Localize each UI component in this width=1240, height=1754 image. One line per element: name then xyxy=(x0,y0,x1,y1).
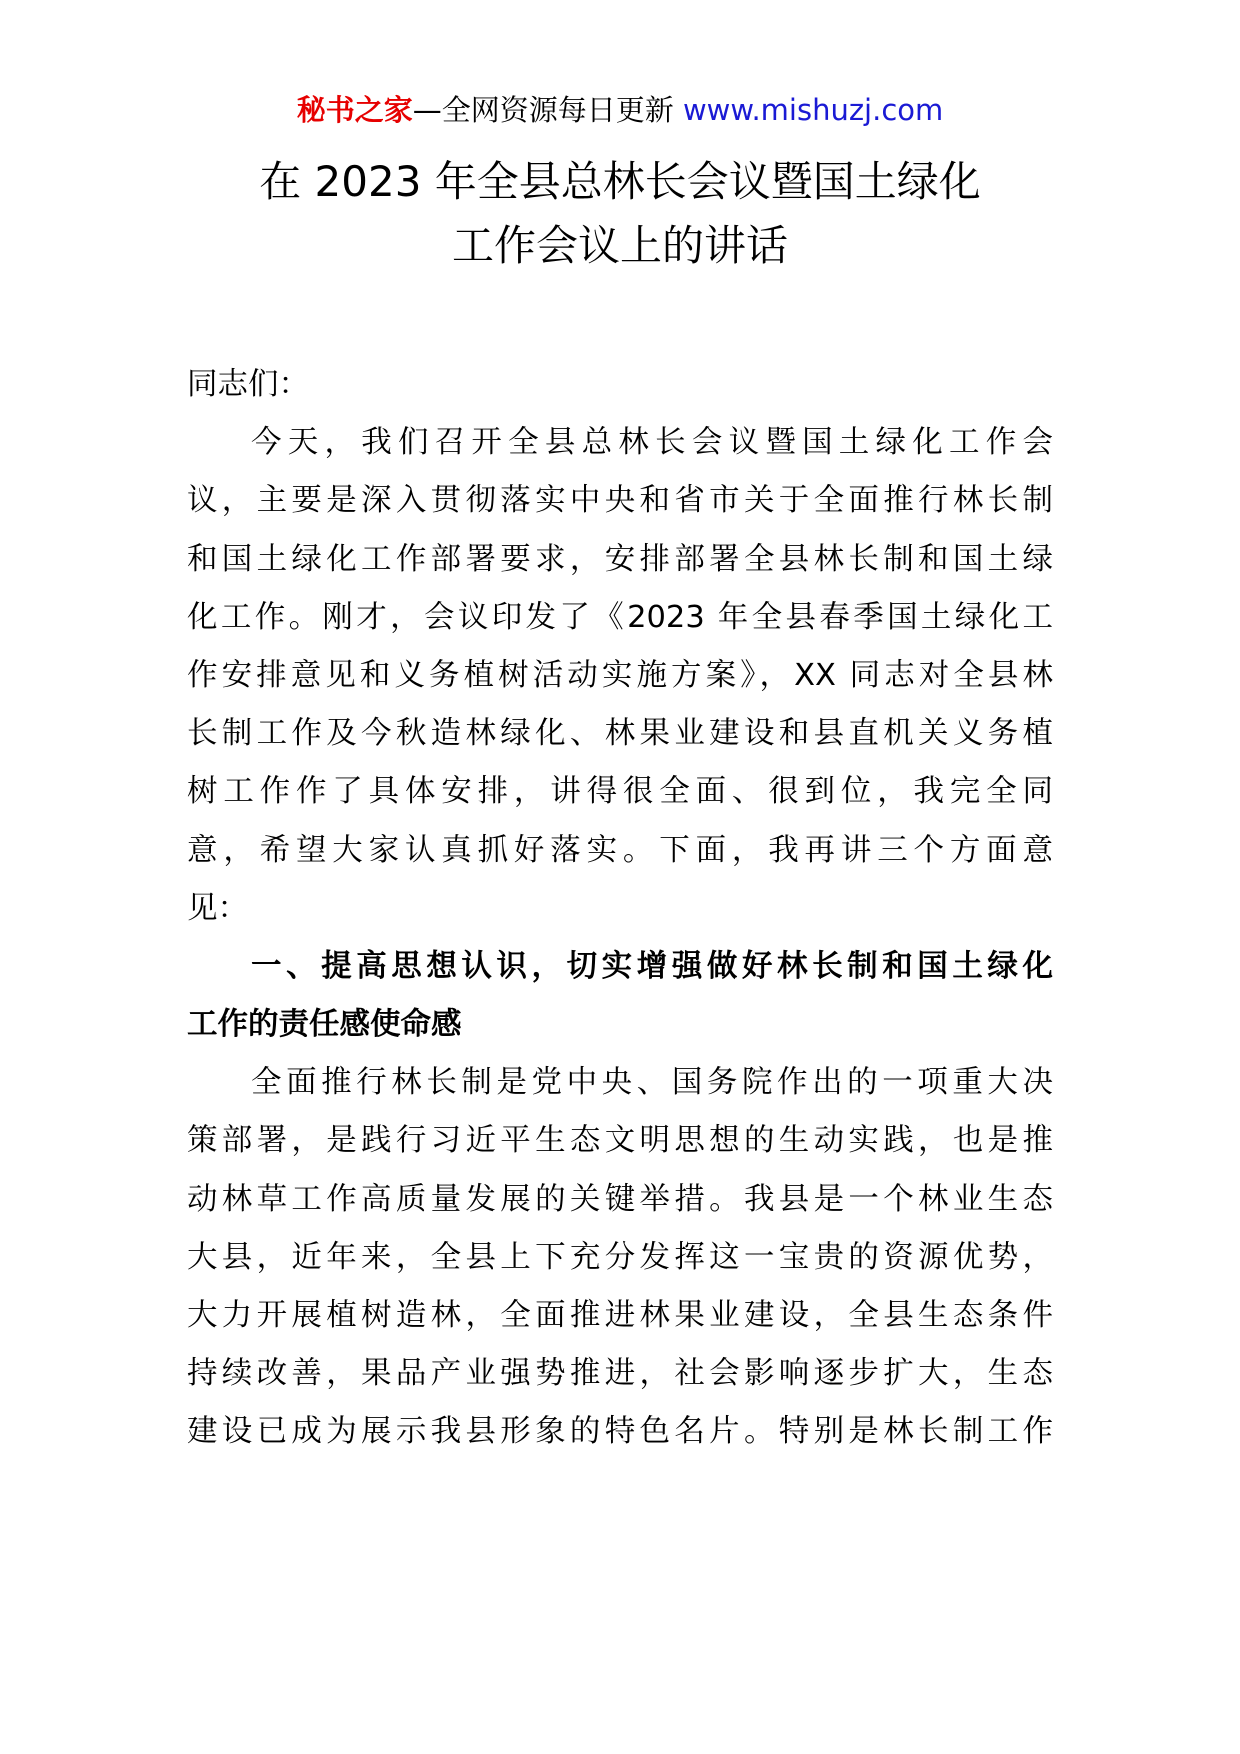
paragraph-line: 树工作作了具体安排，讲得很全面、很到位，我完全同 xyxy=(187,774,1053,810)
paragraph-1 xyxy=(187,414,1053,938)
paragraph-line: 策部署，是践行习近平生态文明思想的生动实践，也是推 xyxy=(187,1123,1053,1159)
paragraph-line: 全面推行林长制是党中央、国务院作出的一项重大决 xyxy=(251,1065,1053,1101)
salutation: 同志们： xyxy=(187,367,309,402)
paragraph-line: 大力开展植树造林，全面推进林果业建设，全县生态条件 xyxy=(187,1298,1053,1333)
paragraph-line: 动林草工作高质量发展的关键举措。我县是一个林业生态 xyxy=(187,1181,1053,1217)
brand-name: 秘书之家 xyxy=(296,93,413,127)
paragraph-line: 和国土绿化工作部署要求，安排部署全县林长制和国土绿 xyxy=(187,541,1053,577)
heading-line: 工作的责任感使命感 xyxy=(187,1007,462,1043)
paragraph-line: 见： xyxy=(187,890,248,926)
document-title xyxy=(0,150,1240,278)
site-url[interactable]: www.mishuzj.com xyxy=(682,93,944,127)
paragraph-line: 建设已成为展示我县形象的特色名片。特别是林长制工作 xyxy=(187,1414,1053,1450)
header-slogan: 全网资源每日更新 xyxy=(441,93,674,127)
paragraph-line: 化工作。刚才，会议印发了《2023 年全县春季国土绿化工 xyxy=(187,599,1053,635)
header-dash: — xyxy=(412,93,442,127)
site-header xyxy=(0,90,1240,130)
document-body xyxy=(187,356,1053,1462)
paragraph-line: 大县，近年来，全县上下充分发挥这一宝贵的资源优势， xyxy=(187,1239,1053,1275)
paragraph-line: 作安排意见和义务植树活动实施方案》，XX 同志对全县林 xyxy=(187,657,1053,693)
paragraph-line: 意，希望大家认真抓好落实。下面，我再讲三个方面意 xyxy=(187,832,1053,868)
paragraph-line: 持续改善，果品产业强势推进，社会影响逐步扩大，生态 xyxy=(187,1356,1053,1392)
paragraph-line: 长制工作及今秋造林绿化、林果业建设和县直机关义务植 xyxy=(187,716,1053,752)
heading-line: 一、提高思想认识，切实增强做好林长制和国土绿化 xyxy=(251,948,1053,984)
section-heading-1 xyxy=(187,938,1053,1054)
paragraph-line: 今天，我们召开全县总林长会议暨国土绿化工作会 xyxy=(251,425,1053,461)
paragraph-2 xyxy=(187,1054,1053,1461)
title-line-2: 工作会议上的讲话 xyxy=(451,221,788,270)
title-line-1: 在 2023 年全县总林长会议暨国土绿化 xyxy=(259,157,981,206)
paragraph-line: 议，主要是深入贯彻落实中央和省市关于全面推行林长制 xyxy=(187,483,1053,519)
